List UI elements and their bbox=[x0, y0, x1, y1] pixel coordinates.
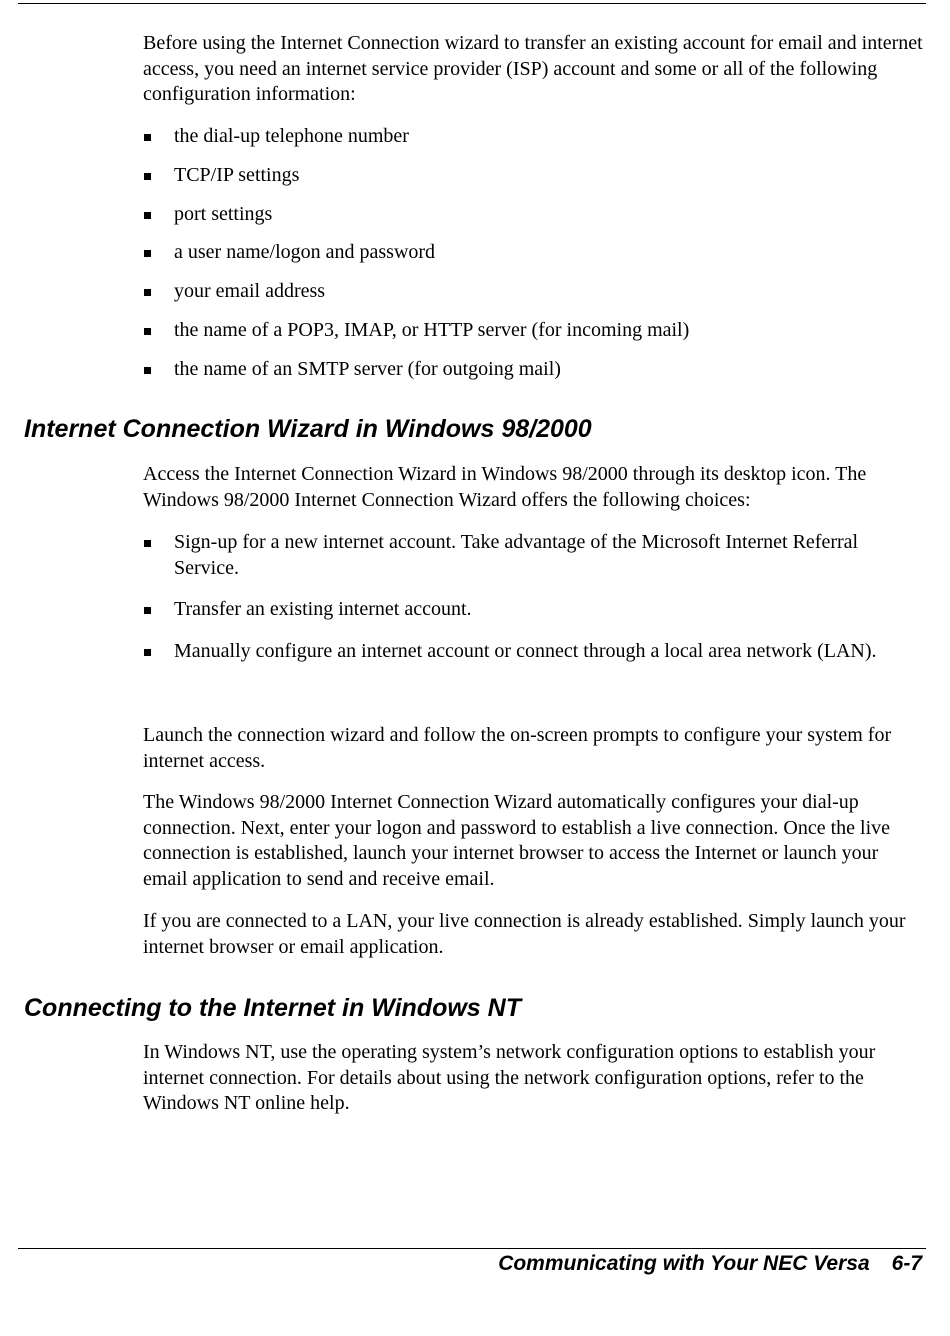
section-heading-windows-nt: Connecting to the Internet in Windows NT bbox=[24, 994, 521, 1022]
footer-rule bbox=[18, 1248, 926, 1249]
footer-title: Communicating with Your NEC Versa bbox=[498, 1252, 870, 1275]
config-list bbox=[143, 124, 923, 382]
list-item: Sign-up for a new internet account. Take advantage of the Microsoft Internet Referral Service. bbox=[143, 530, 923, 581]
list-item: Transfer an existing internet account. bbox=[143, 597, 923, 623]
launch-wizard-paragraph: Launch the connection wizard and follow the on-screen prompts to configure your system for internet access. bbox=[143, 724, 892, 772]
list-item: the name of an SMTP server (for outgoing mail) bbox=[143, 357, 923, 383]
page-number: 6-7 bbox=[891, 1252, 922, 1275]
lan-paragraph: If you are connected to a LAN, your live connection is already established. Simply launch your internet browser or email application. bbox=[143, 910, 906, 958]
list-item: Manually configure an internet account or connect through a local area network (LAN). bbox=[143, 639, 923, 665]
intro-paragraph: Before using the Internet Connection wizard to transfer an existing account for email and internet access, you need an internet service provider (ISP) account and some or all of the following configuration information: bbox=[143, 32, 923, 105]
list-item: the name of a POP3, IMAP, or HTTP server (for incoming mail) bbox=[143, 318, 923, 344]
list-item: your email address bbox=[143, 279, 923, 305]
auto-configure-paragraph: The Windows 98/2000 Internet Connection Wizard automatically configures your dial-up connection. Next, enter your logon and password to establish a live connection. Once the live connection is established, launch your internet browser to access the Internet or launch your email application to send and receive email. bbox=[143, 791, 891, 890]
section-heading-windows-98-2000: Internet Connection Wizard in Windows 98/2000 bbox=[24, 415, 592, 443]
top-rule bbox=[18, 3, 926, 4]
section1-intro-paragraph: Access the Internet Connection Wizard in Windows 98/2000 through its desktop icon. The Windows 98/2000 Internet Connection Wizard offers the following choices: bbox=[143, 463, 867, 511]
choices-list bbox=[143, 530, 923, 665]
list-item: the dial-up telephone number bbox=[143, 124, 923, 150]
list-item: TCP/IP settings bbox=[143, 163, 923, 189]
list-item: port settings bbox=[143, 202, 923, 228]
list-item: a user name/logon and password bbox=[143, 240, 923, 266]
page-footer bbox=[498, 1250, 922, 1278]
windows-nt-paragraph: In Windows NT, use the operating system’s network configuration options to establish your internet connection. For details about using the network configuration options, refer to the Windows NT online help. bbox=[143, 1041, 876, 1114]
